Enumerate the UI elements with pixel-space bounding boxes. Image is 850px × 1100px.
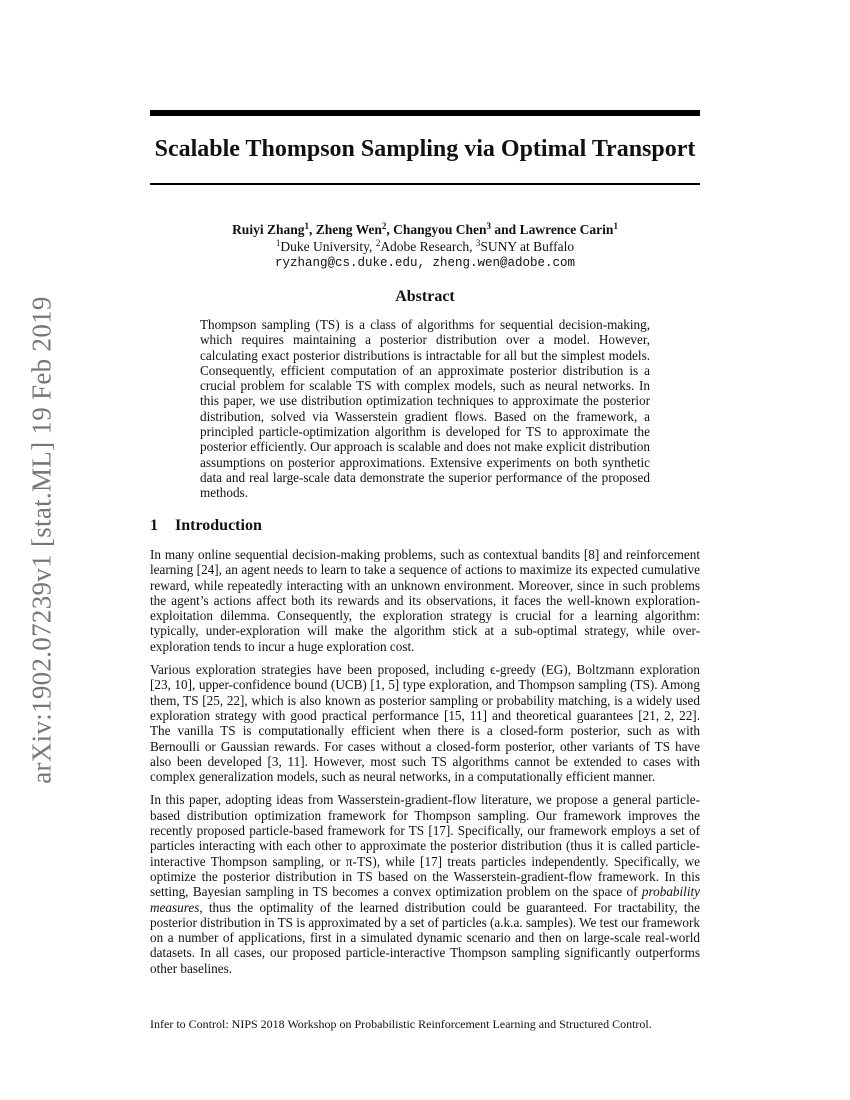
introduction-body [150,547,700,984]
paragraph-2: Various exploration strategies have been proposed, including ϵ-greedy (EG), Boltzmann exploration [23, 10], upper-confidence bound (UCB) [1, 5] type exploration, and Thompson sampling (TS). Among them, TS [25, 22], which is also known as posterior sampling or probability matching, is a widely used exploration strategy with good practical performance [15, 11] and theoretical guarantees [21, 2, 22]. The vanilla TS is computationally efficient when there is a closed-form posterior, such as with Bernoulli or Gaussian rewards. For cases without a closed-form posterior, other variants of TS have also been developed [3, 11]. However, most such TS algorithms cannot be extended to cases with complex generalization models, such as neural networks, in a computationally efficient manner. [150,662,700,785]
author-4: Lawrence Carin [519,222,614,237]
abstract-text: Thompson sampling (TS) is a class of algorithms for sequential decision-making, which requires maintaining a posterior distribution over a model. However, calculating exact posterior distributions is intractable for all but the simplest models. Consequently, efficient computation of an approximate posterior distribution is a crucial problem for scalable TS with complex models, such as neural networks. In this paper, we use distribution optimization techniques to approximate the posterior distribution, solved via Wasserstein gradient flows. Based on the framework, a principled particle-optimization algorithm is developed for TS to approximate the posterior efficiently. Our approach is scalable and does not make explicit distribution assumptions on posterior approximations. Extensive experiments on both synthetic data and real large-scale data demonstrate the superior performance of the proposed methods. [200,317,650,501]
title-bottom-rule [150,183,700,185]
section-title: Introduction [175,517,262,534]
paragraph-1: In many online sequential decision-making problems, such as contextual bandits [8] and reinforcement learning [24], an agent needs to learn to take a sequence of actions to maximize its expected cumulative reward, while repeatedly interacting with an unknown environment. Moreover, since in such problems the agent’s actions affect both its rewards and its observations, it faces the well-known exploration-exploitation dilemma. Consequently, the exploration strategy is crucial for a learning algorithm: typically, under-exploration will make the algorithm stick at a sub-optimal strategy, while over-exploration tends to incur a huge exploration cost. [150,547,700,654]
section-heading-introduction [150,517,262,535]
abstract-heading: Abstract [395,288,455,305]
author-names: Ruiyi Zhang$^1$, Zheng Wen$^2$, Changyou Chen$^3$ and Lawrence Carin$^1$ [232,221,618,237]
author-3: Changyou Chen [393,222,487,237]
arxiv-sidebar-stamp [20,280,64,800]
author-1: Ruiyi Zhang [232,222,305,237]
emphasis-probability-measures: probability measures [150,884,701,915]
title-top-rule [150,110,700,116]
affiliations: $^1$Duke University, $^2$Adobe Research, $^3$SUNY at Buffalo [275,238,575,254]
author-block [150,221,700,272]
page-footer: Infer to Control: NIPS 2018 Workshop on Probabilistic Reinforcement Learning and Structured Control. [150,1017,652,1031]
author-2: Zheng Wen [315,222,382,237]
paragraph-3: In this paper, adopting ideas from Wasserstein-gradient-flow literature, we propose a general particle-based distribution optimization framework for Thompson sampling. Our framework improves the recently proposed particle-based framework for TS [17]. Specifically, our framework employs a set of particles interacting with each other to approximate the posterior distribution (thus it is called particle-interactive Thompson sampling, or π-TS), while [17] treats particles independently. Specifically, we optimize the posterior distribution in TS based on the Wasserstein-gradient-flow framework. In this setting, Bayesian sampling in TS becomes a convex optimization problem on the space of probability measures, thus the optimality of the learned distribution could be guaranteed. For tractability, the posterior distribution in TS is approximated by a set of particles (a.k.a. samples). We test our framework on a number of applications, first in a simulated dynamic scenario and then on large-scale real-world datasets. In all cases, our proposed particle-interactive Thompson sampling significantly outperforms other baselines. [150,792,701,976]
arxiv-id-text: arXiv:1902.07239v1 [stat.ML] 19 Feb 2019 [26,296,57,784]
author-emails: ryzhang@cs.duke.edu, zheng.wen@adobe.com [274,256,576,270]
paper-title: Scalable Thompson Sampling via Optimal Transport [154,136,696,162]
section-number: 1 [150,517,158,534]
